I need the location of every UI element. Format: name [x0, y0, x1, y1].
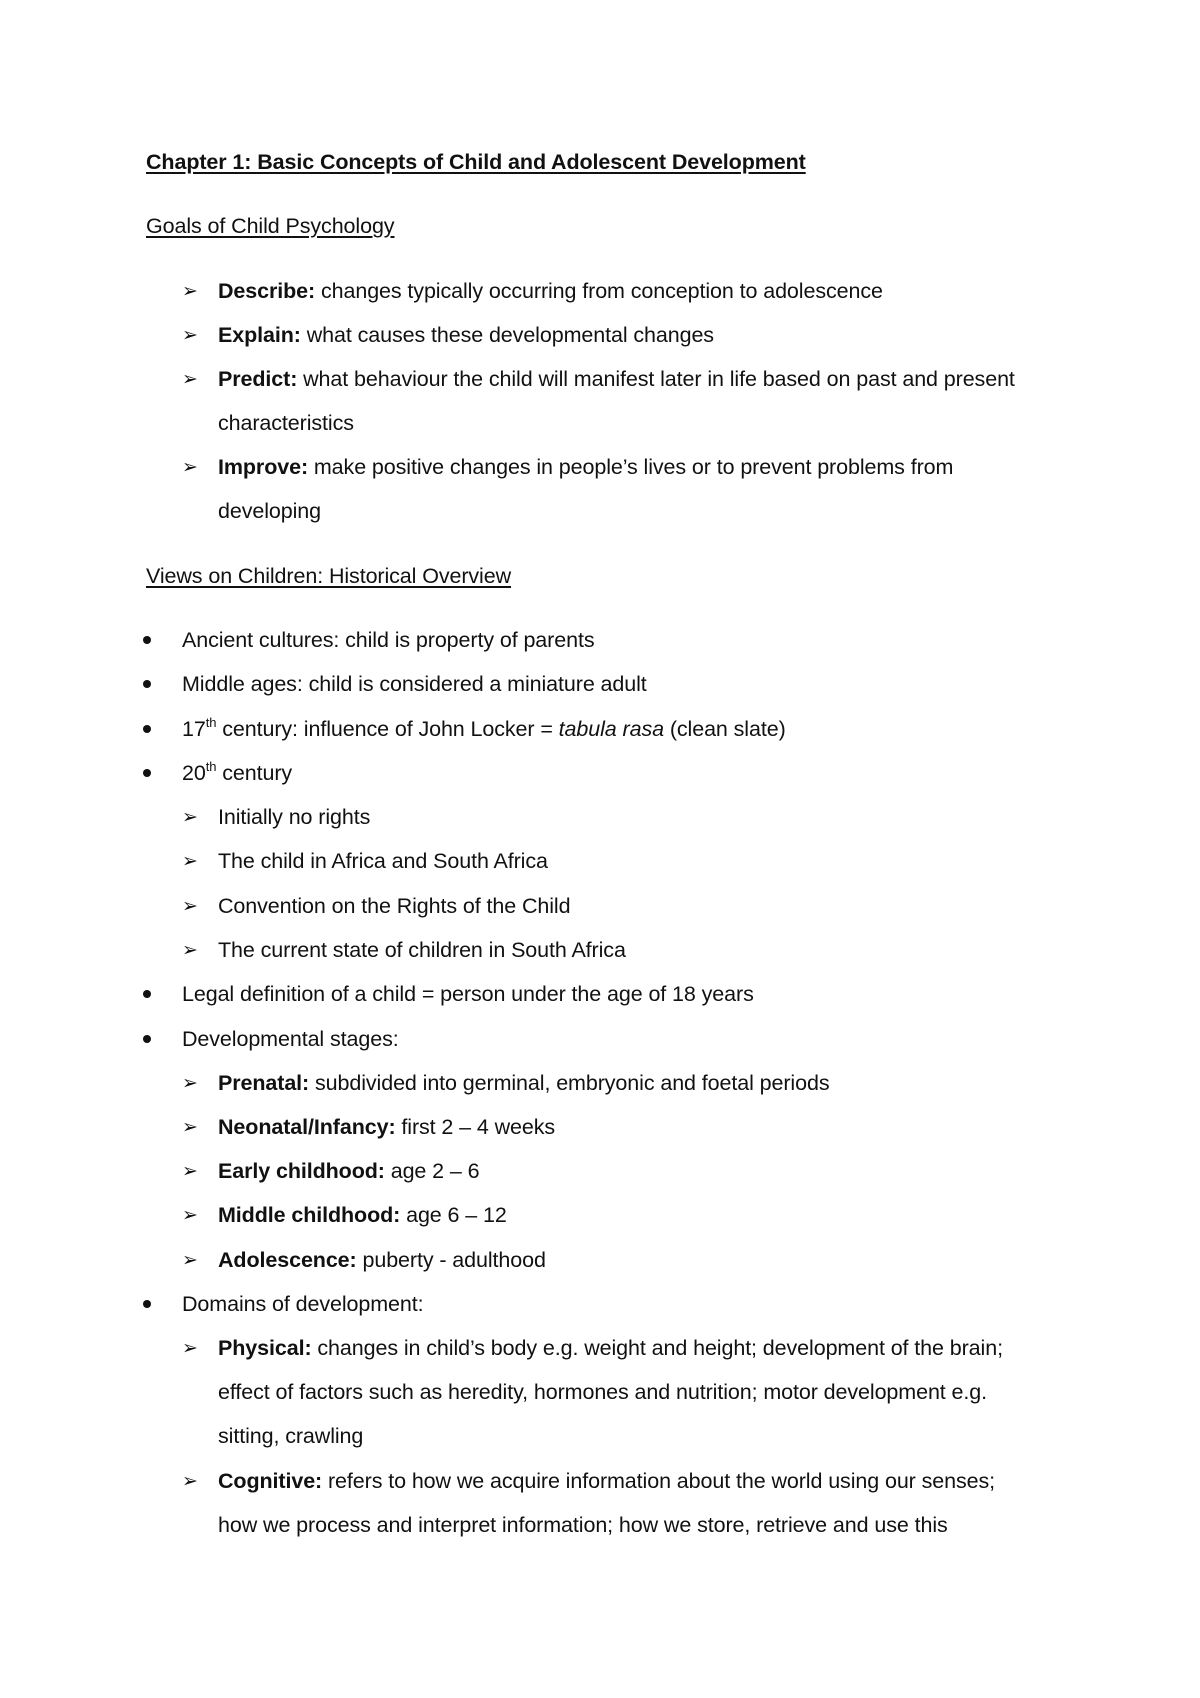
- arrow-bullet-icon: ➢: [182, 1470, 198, 1492]
- view-item-domains: Domains of development:: [182, 1292, 424, 1316]
- round-bullet-icon: [143, 670, 151, 698]
- stage-term: Early childhood:: [218, 1159, 385, 1183]
- view-item-ancient: Ancient cultures: child is property of parents: [182, 628, 595, 652]
- goal-item-improve-continuation: developing: [218, 499, 322, 523]
- stage-item-adolescence: [218, 1246, 546, 1274]
- view-item-legal-definition: Legal definition of a child = person under the age of 18 years: [182, 982, 754, 1006]
- goal-text: make positive changes in people’s lives or to prevent problems from: [308, 455, 954, 479]
- domain-text: changes in child’s body e.g. weight and height; development of the brain;: [311, 1336, 1003, 1360]
- document-title: Chapter 1: Basic Concepts of Child and Adolescent Development: [146, 150, 806, 174]
- domain-term: Cognitive:: [218, 1469, 323, 1493]
- century-number: 17: [182, 717, 206, 741]
- arrow-bullet-icon: ➢: [182, 456, 198, 478]
- stage-term: Adolescence:: [218, 1248, 357, 1272]
- stage-term: Prenatal:: [218, 1071, 310, 1095]
- c20-subitem: Convention on the Rights of the Child: [218, 894, 571, 918]
- goal-term: Predict:: [218, 367, 298, 391]
- domain-text: refers to how we acquire information about the world using our senses;: [322, 1469, 996, 1493]
- c20-subitem: The child in Africa and South Africa: [218, 849, 548, 873]
- arrow-bullet-icon: ➢: [182, 324, 198, 346]
- round-bullet-icon: [143, 1290, 151, 1318]
- stage-term: Middle childhood:: [218, 1203, 401, 1227]
- goal-item-predict: [218, 365, 1015, 393]
- stage-item-neonatal: [218, 1113, 555, 1141]
- domain-item-cognitive-line2: how we process and interpret information; how we store, retrieve and use this: [218, 1513, 948, 1537]
- arrow-bullet-icon: ➢: [182, 1249, 198, 1271]
- view-item-developmental-stages: Developmental stages:: [182, 1027, 399, 1051]
- view-item-20th-century: [182, 759, 292, 787]
- arrow-bullet-icon: ➢: [182, 1204, 198, 1226]
- arrow-bullet-icon: ➢: [182, 368, 198, 390]
- arrow-bullet-icon: ➢: [182, 850, 198, 872]
- arrow-bullet-icon: ➢: [182, 280, 198, 302]
- round-bullet-icon: [143, 715, 151, 743]
- goal-term: Improve:: [218, 455, 308, 479]
- arrow-bullet-icon: ➢: [182, 1116, 198, 1138]
- ordinal-suffix: th: [205, 759, 217, 774]
- view-item-middle-ages: Middle ages: child is considered a miniature adult: [182, 672, 647, 696]
- stage-text: subdivided into germinal, embryonic and foetal periods: [309, 1071, 830, 1095]
- domain-item-cognitive: [218, 1467, 995, 1495]
- century-tail: (clean slate): [663, 717, 786, 741]
- goal-item-explain: [218, 321, 714, 349]
- stage-text: puberty - adulthood: [356, 1248, 546, 1272]
- arrow-bullet-icon: ➢: [182, 939, 198, 961]
- arrow-bullet-icon: ➢: [182, 895, 198, 917]
- goal-term: Explain:: [218, 323, 301, 347]
- stage-text: age 2 – 6: [384, 1159, 480, 1183]
- tabula-rasa-term: tabula rasa: [558, 717, 664, 741]
- c20-subitem: The current state of children in South Africa: [218, 938, 626, 962]
- stage-text: first 2 – 4 weeks: [395, 1115, 556, 1139]
- goal-item-improve: [218, 453, 953, 481]
- goal-item-predict-continuation: characteristics: [218, 411, 354, 435]
- goal-text: what causes these developmental changes: [300, 323, 714, 347]
- view-item-17th-century: [182, 715, 786, 743]
- arrow-bullet-icon: ➢: [182, 1337, 198, 1359]
- goal-text: changes typically occurring from conception to adolescence: [315, 279, 883, 303]
- section-heading-views: Views on Children: Historical Overview: [146, 564, 512, 588]
- domain-item-physical-line3: sitting, crawling: [218, 1424, 364, 1448]
- stage-item-prenatal: [218, 1069, 829, 1097]
- stage-text: age 6 – 12: [400, 1203, 507, 1227]
- section-heading-goals: Goals of Child Psychology: [146, 214, 395, 238]
- domain-item-physical-line2: effect of factors such as heredity, hormones and nutrition; motor development e.g.: [218, 1380, 988, 1404]
- century-number: 20: [182, 761, 206, 785]
- arrow-bullet-icon: ➢: [182, 806, 198, 828]
- century-text: century: [216, 761, 293, 785]
- stage-item-middle-childhood: [218, 1201, 507, 1229]
- arrow-bullet-icon: ➢: [182, 1160, 198, 1182]
- stage-term: Neonatal/Infancy:: [218, 1115, 396, 1139]
- goal-item-describe: [218, 277, 883, 305]
- round-bullet-icon: [143, 1025, 151, 1053]
- century-text: century: influence of John Locker =: [216, 717, 559, 741]
- c20-subitem: Initially no rights: [218, 805, 371, 829]
- goal-text: what behaviour the child will manifest later in life based on past and present: [297, 367, 1015, 391]
- round-bullet-icon: [143, 980, 151, 1008]
- round-bullet-icon: [143, 759, 151, 787]
- domain-item-physical: [218, 1334, 1003, 1362]
- round-bullet-icon: [143, 626, 151, 654]
- goal-term: Describe:: [218, 279, 316, 303]
- ordinal-suffix: th: [205, 715, 217, 730]
- domain-term: Physical:: [218, 1336, 312, 1360]
- arrow-bullet-icon: ➢: [182, 1072, 198, 1094]
- stage-item-early-childhood: [218, 1157, 479, 1185]
